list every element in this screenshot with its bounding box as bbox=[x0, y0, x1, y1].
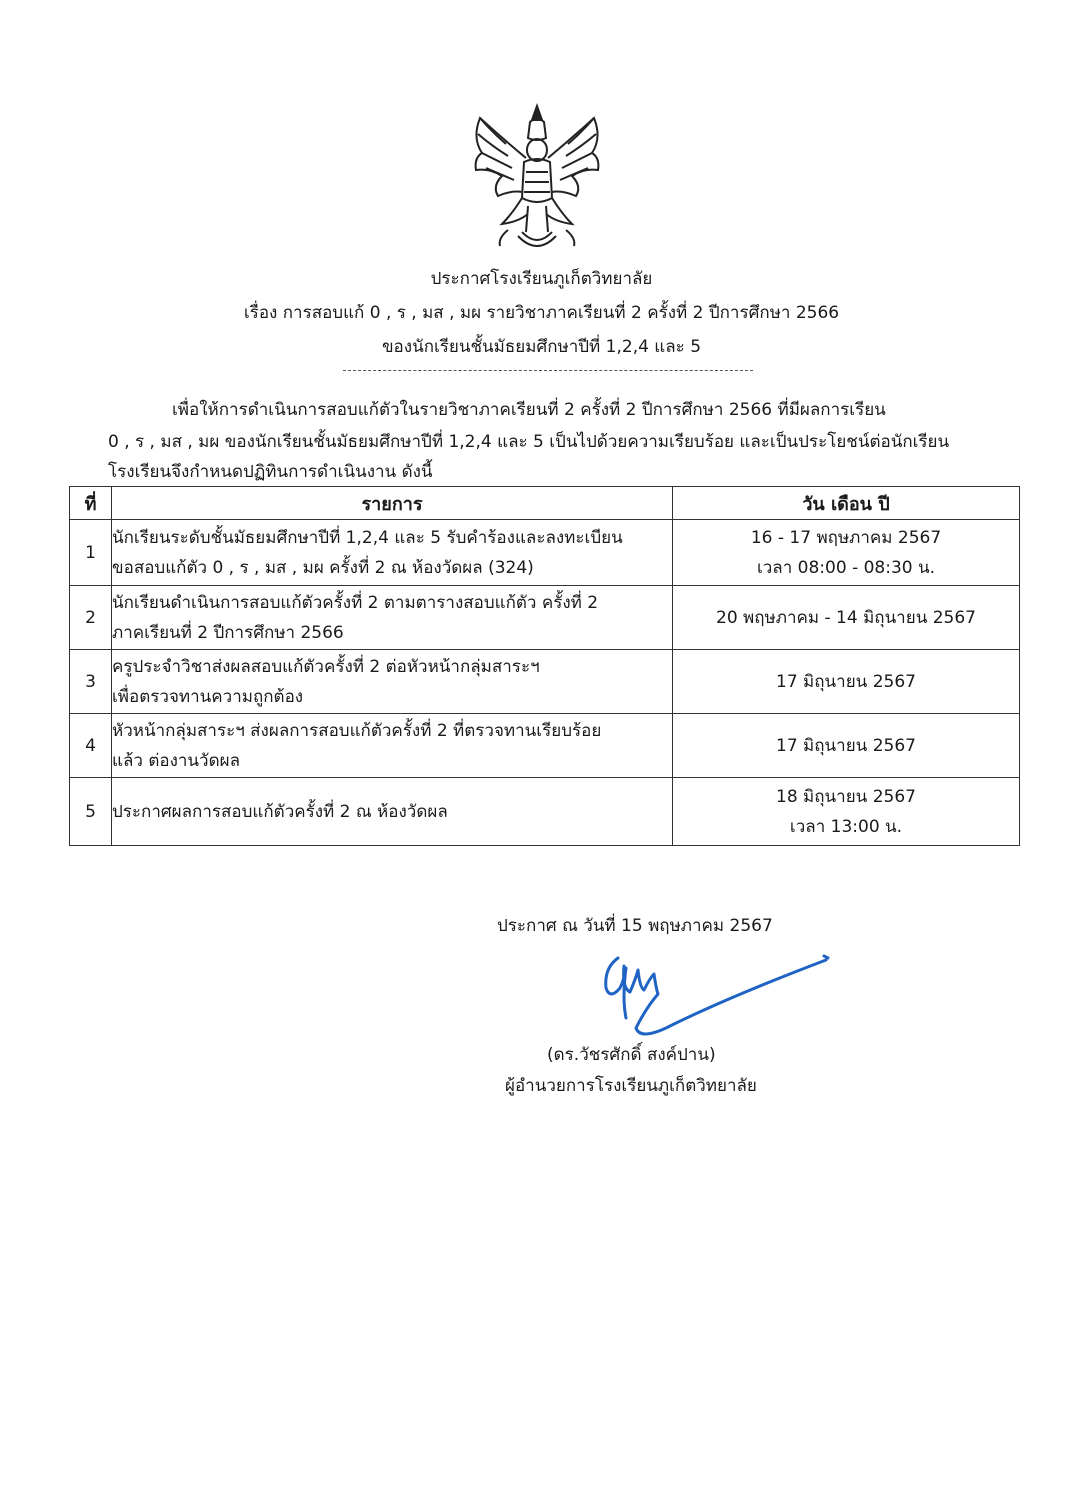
table-row bbox=[70, 520, 1020, 586]
row-number: 5 bbox=[70, 778, 112, 846]
header-item: รายการ bbox=[112, 487, 673, 520]
intro-line-2: 0 , ร , มส , มผ ของนักเรียนชั้นมัธยมศึกษาปีที่ 1,2,4 และ 5 เป็นไปด้วยความเรียบร้อย และเป็นประโยชน์ต่อนักเรียน bbox=[108, 432, 950, 452]
intro-line-1: เพื่อให้การดำเนินการสอบแก้ตัวในรายวิชาภาคเรียนที่ 2 ครั้งที่ 2 ปีการศึกษา 2566 ที่มีผลการเรียน bbox=[172, 400, 886, 420]
date-line: 17 มิถุนายน 2567 bbox=[776, 671, 916, 692]
date-line: 20 พฤษภาคม - 14 มิถุนายน 2567 bbox=[716, 607, 976, 628]
schedule-table bbox=[69, 486, 1020, 846]
header-no: ที่ bbox=[70, 487, 112, 520]
row-number: 1 bbox=[70, 520, 112, 586]
signature-mark bbox=[596, 948, 836, 1048]
header-date: วัน เดือน ปี bbox=[673, 487, 1020, 520]
date-line: เวลา 08:00 - 08:30 น. bbox=[756, 557, 936, 578]
item-line: ขอสอบแก้ตัว 0 , ร , มส , มผ ครั้งที่ 2 ณ ห้องวัดผล (324) bbox=[112, 557, 534, 578]
signatory-name: (ดร.วัชรศักดิ์ สงค์ปาน) bbox=[547, 1045, 716, 1065]
table-row bbox=[70, 778, 1020, 846]
row-number: 2 bbox=[70, 586, 112, 650]
row-date bbox=[673, 586, 1020, 650]
row-date bbox=[673, 778, 1020, 846]
table-row bbox=[70, 714, 1020, 778]
item-line: แล้ว ต่องานวัดผล bbox=[112, 750, 241, 771]
announcement-audience: ของนักเรียนชั้นมัธยมศึกษาปีที่ 1,2,4 และ 5 bbox=[381, 337, 702, 357]
row-date bbox=[673, 650, 1020, 714]
date-line: 16 - 17 พฤษภาคม 2567 bbox=[750, 527, 942, 548]
item-line: ครูประจำวิชาส่งผลสอบแก้ตัวครั้งที่ 2 ต่อหัวหน้ากลุ่มสาระฯ bbox=[112, 656, 540, 677]
announce-date: ประกาศ ณ วันที่ 15 พฤษภาคม 2567 bbox=[497, 916, 773, 936]
garuda-emblem-icon bbox=[462, 98, 612, 258]
item-line: เพื่อตรวจทานความถูกต้อง bbox=[112, 686, 304, 707]
table-row bbox=[70, 650, 1020, 714]
item-line: หัวหน้ากลุ่มสาระฯ ส่งผลการสอบแก้ตัวครั้งที่ 2 ที่ตรวจทานเรียบร้อย bbox=[112, 720, 602, 741]
row-date bbox=[673, 520, 1020, 586]
intro-line-3: โรงเรียนจึงกำหนดปฏิทินการดำเนินงาน ดังนี้ bbox=[108, 462, 433, 482]
row-item bbox=[112, 520, 673, 586]
row-item bbox=[112, 778, 673, 846]
date-line: 17 มิถุนายน 2567 bbox=[776, 735, 916, 756]
table-header-row bbox=[70, 487, 1020, 520]
row-item bbox=[112, 650, 673, 714]
item-line: ประกาศผลการสอบแก้ตัวครั้งที่ 2 ณ ห้องวัดผล bbox=[112, 801, 448, 822]
item-line: ภาคเรียนที่ 2 ปีการศึกษา 2566 bbox=[112, 622, 344, 643]
item-line: นักเรียนดำเนินการสอบแก้ตัวครั้งที่ 2 ตามตารางสอบแก้ตัว ครั้งที่ 2 bbox=[112, 592, 599, 613]
row-number: 3 bbox=[70, 650, 112, 714]
date-line: เวลา 13:00 น. bbox=[789, 816, 903, 837]
header-divider bbox=[343, 370, 753, 371]
row-item bbox=[112, 714, 673, 778]
row-date bbox=[673, 714, 1020, 778]
announcement-subject: เรื่อง การสอบแก้ 0 , ร , มส , มผ รายวิชาภาคเรียนที่ 2 ครั้งที่ 2 ปีการศึกษา 2566 bbox=[243, 303, 840, 323]
date-line: 18 มิถุนายน 2567 bbox=[776, 786, 916, 807]
table-row bbox=[70, 586, 1020, 650]
row-number: 4 bbox=[70, 714, 112, 778]
row-item bbox=[112, 586, 673, 650]
signatory-position: ผู้อำนวยการโรงเรียนภูเก็ตวิทยาลัย bbox=[505, 1076, 757, 1096]
announcement-title: ประกาศโรงเรียนภูเก็ตวิทยาลัย bbox=[430, 269, 653, 289]
item-line: นักเรียนระดับชั้นมัธยมศึกษาปีที่ 1,2,4 และ 5 รับคำร้องและลงทะเบียน bbox=[112, 527, 623, 548]
